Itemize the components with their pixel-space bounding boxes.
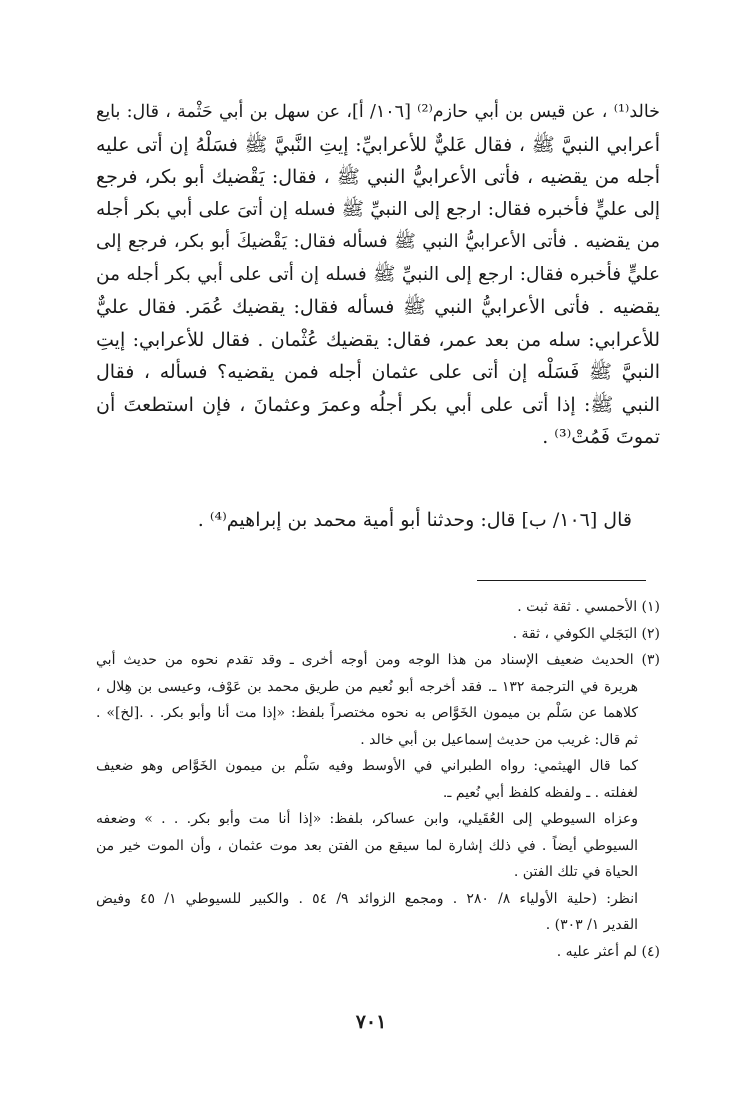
hadith-reference-line: قال [١٠٦/ ب] قال: وحدثنا أبو أمية محمد بن إبراهيم⁽⁴⁾ . (197, 509, 632, 531)
footnote-line: الحياة في تلك الفتن . (513, 864, 638, 880)
footnote-line: السيوطي أيضاً . في ذلك إشارة لما سيقع من الفتن بعد موت عثمان ، وأن الموت خير من (96, 837, 638, 854)
footnote-line: (١) الأحمسي . ثقة ثبت . (517, 599, 660, 615)
main-text-line: النبيَّ ﷺ فَسَلْه إن أتى على عثمان أجله فمن يقضيه؟ فسأله ، فقال (96, 361, 660, 383)
footnote-line: القدير ١/ ٣٠٣) . (545, 917, 638, 933)
footnote-line: انظر: (حلية الأولياء ٨/ ٢٨٠ . ومجمع الزوائد ٩/ ٥٤ . والكبير للسيوطي ١/ ٤٥ وفيض (96, 890, 639, 907)
footnotes-block (96, 594, 660, 965)
main-text-line: تموتَ فَمُتْ⁽³⁾ . (542, 426, 660, 448)
footnote-line: كما قال الهيثمي: رواه الطبراني في الأوسط وفيه سَلْم بن ميمون الخَوَّاص وهو ضعيف (96, 758, 638, 774)
page-number: ٧٠١ (355, 1011, 387, 1033)
main-text-line: للأعرابي: سله من بعد عمر، فقال: يقضيك عُثْمان . فقال للأعرابي: إيتِ (96, 328, 660, 351)
main-text-line: من يقضيه . فأتى الأعرابيُّ النبي ﷺ فسأله فقال: يَقْضيكَ أبو بكر، فرجع إلى (96, 231, 660, 252)
main-text-line: خالد⁽¹⁾ ، عن قيس بن أبي حازم⁽²⁾ [١٠٦/ أ]، عن سهل بن أبي حَثْمة ، قال: بايع (96, 102, 660, 122)
footnote-line: هريرة في الترجمة ١٣٢ ـ. فقد أخرجه أبو نُعيم من طريق محمد بن عَوْف، وعيسى بن هِلال ، (96, 678, 639, 695)
main-text-line: أعرابي النبيَّ ﷺ ، فقال عَليٌّ للأعرابيِّ: إيتِ النَّبيَّ ﷺ فسَلْهُ إن أتى عليه (96, 133, 660, 156)
footnote-line: (٣) الحديث ضعيف الإسناد من هذا الوجه ومن أوجه أخرى ـ وقد تقدم نحوه من حديث أبي (96, 652, 660, 668)
footnote-line: (٢) البَجَلي الكوفي ، ثقة . (512, 625, 660, 642)
footnote-line: لغفلته . ـ ولفظه كلفظ أبي نُعيم ـ. (442, 784, 638, 801)
footnote-line: وعزاه السيوطي إلى العُقَيلي، وابن عساكر، بلفظ: «إذا أنا مت وأبو بكر. . . » وضعفه (96, 811, 638, 827)
main-text-line: النبي ﷺ: إذا أتى على أبي بكر أجلُه وعمرَ وعثمانَ ، فإن استطعتَ أن (96, 393, 660, 416)
footnote-line: كلاهما عن سَلْم بن ميمون الخَوَّاص به نحوه مختصراً بلفظ: «إذا مت أنا وأبو بكر. . .[لخ]» . (96, 705, 638, 721)
main-text-block (96, 96, 660, 454)
main-text-line: أجله من يقضيه ، فأتى الأعرابيُّ النبي ﷺ ، فقال: يَقْضيك أبو بكر، فرجع (96, 166, 660, 188)
main-text-line: يقضيه . فأتى الأعرابيُّ النبي ﷺ فسأله فقال: يقضيك عُمَر. فقال عليٌّ (96, 296, 660, 318)
footnote-line: (٤) لم أعثر عليه . (556, 943, 660, 960)
main-text-line: عليٍّ فأخبره فقال: ارجع إلى النبيِّ ﷺ فسله إن أتى على أبي بكر أجله من (96, 263, 660, 285)
footnote-separator (477, 580, 646, 581)
footnote-line: ثم قال: غريب من حديث إسماعيل بن أبي خالد . (360, 731, 638, 748)
main-text-line: إلى عليٍّ فأخبره فقال: ارجع إلى النبيِّ ﷺ فسله إن أتىَ على أبي بكر أجله (96, 198, 660, 220)
